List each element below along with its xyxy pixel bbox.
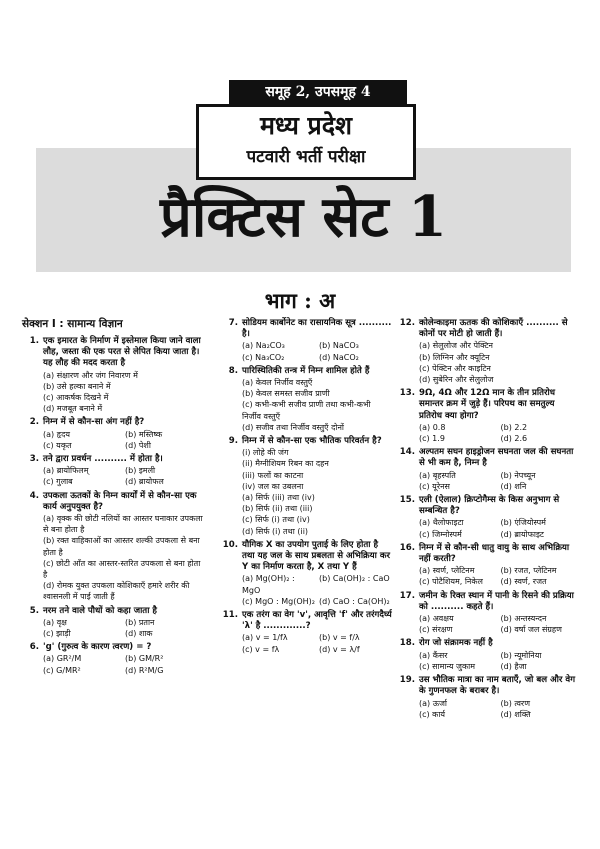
option: (a) सिर्फ (iii) तथा (iv) <box>242 493 315 503</box>
practice-set-title: प्रैक्टिस सेट 1 <box>159 184 447 250</box>
option: (b) v = f/λ <box>319 633 360 643</box>
question-body <box>419 495 578 540</box>
options-list <box>242 492 392 537</box>
option: (d) शाक <box>125 629 153 639</box>
exam-title-line2: पटवारी भर्ती परीक्षा <box>246 147 366 167</box>
options-list <box>419 650 578 672</box>
option: (d) 2.6 <box>500 434 528 444</box>
option: (a) GR²/M <box>43 654 82 664</box>
option: (a) ब्रायोफिलम् <box>43 466 89 476</box>
option: (a) अवक्षय <box>419 614 454 624</box>
option: (d) शक्ति <box>500 709 531 719</box>
option: (d) CaO : Ca(OH)₂ <box>319 596 390 606</box>
option: (a) सेलुलोज और पेक्टिन <box>419 341 493 351</box>
options-list <box>43 429 203 451</box>
question-text: अल्पतम सघन हाइड्रोजन सघनता जल की सघनता से भी कम है, निम्न है <box>419 447 574 469</box>
question-item <box>22 606 203 640</box>
question-item <box>398 591 578 636</box>
question-item <box>398 675 578 720</box>
option: (a) केवल निर्जीव वस्तुएँ <box>242 378 313 388</box>
option: (c) छोटी आँत का आस्तर-स्तरित उपकला से बना होता है <box>43 558 201 580</box>
option: (b) नेपच्यून <box>500 470 536 480</box>
option: (d) पेशी <box>125 440 151 450</box>
option: (c) पेक्टिन और काइटिन <box>419 363 491 373</box>
option: (b) NaCO₃ <box>319 341 359 351</box>
question-text: निम्न में से कौन-सा अंग नहीं है? <box>43 417 145 428</box>
question-number: 14. <box>399 447 415 458</box>
question-body <box>242 610 392 655</box>
option: (d) हैजा <box>500 661 527 671</box>
options-list <box>419 470 578 492</box>
option: (b) केवल समस्त सजीव प्राणी <box>242 389 330 399</box>
options-list <box>419 340 578 385</box>
question-item <box>221 366 392 433</box>
option: (b) Ca(OH)₂ : CaO <box>319 574 390 584</box>
option: (a) हृदय <box>43 429 70 439</box>
option: (b) एंजियोस्पर्म <box>500 518 546 528</box>
question-body <box>242 366 392 433</box>
options-list <box>242 632 392 654</box>
option: (c) सामान्य जुकाम <box>419 661 475 671</box>
option: (d) रोमक युक्त उपकला कोशिकाएँ हमारे शरीर की श्वासनली में पाई जाती हैं <box>43 581 190 602</box>
option: (d) v = λ/f <box>319 644 360 654</box>
options-list <box>419 517 578 539</box>
options-list <box>43 617 203 639</box>
question-item <box>398 318 578 385</box>
question-number: 5. <box>29 605 39 616</box>
question-body <box>43 417 203 451</box>
option: (c) कभी-कभी सजीव प्राणी तथा कभी-कभी निर्जीव वस्तुएँ <box>242 400 371 421</box>
option: (a) Mg(OH)₂ : MgO <box>242 574 295 595</box>
column-1 <box>22 318 203 679</box>
options-list <box>43 370 203 415</box>
question-number: 19. <box>399 675 415 686</box>
option: (b) GM/R² <box>125 654 164 664</box>
statement-item: (i) लोहे की जंग <box>242 448 289 458</box>
question-body <box>43 606 203 640</box>
option: (c) पोटैशियम, निकेल <box>419 577 483 587</box>
question-text: एक तरंग का वेग 'v', आवृत्ति 'f' और तरंगदैर्घ्य 'λ' है .............? <box>242 610 392 632</box>
question-number: 10. <box>222 539 238 550</box>
options-list <box>242 377 392 433</box>
options-list <box>419 698 578 720</box>
option: (b) 2.2 <box>500 422 528 432</box>
option: (d) R²M/G <box>125 665 164 675</box>
question-body <box>419 591 578 636</box>
question-number: 15. <box>399 495 415 506</box>
option: (c) आकर्षक दिखने में <box>43 393 109 403</box>
question-number: 6. <box>29 642 39 653</box>
question-text: पारिस्थितिकी तन्त्र में निम्न शामिल होते हैं <box>242 365 370 376</box>
option: (d) वर्षा जल संग्रहण <box>500 625 562 635</box>
question-number: 1. <box>29 336 39 346</box>
question-body <box>419 675 578 720</box>
question-text: उस भौतिक मात्रा का नाम बताएँ, जो बल और वेग के गुणनफल के बराबर है। <box>419 675 576 697</box>
question-text: 9Ω, 4Ω और 12Ω मान के तीन प्रतिरोध समान्तर क्रम में जुड़े हैं। परिपथ का समतुल्य प्रतिरोध क्या होगा? <box>419 388 556 421</box>
question-body <box>242 540 392 607</box>
question-item <box>221 540 392 607</box>
option: (c) झाड़ी <box>43 629 71 639</box>
option: (b) मस्तिष्क <box>125 429 163 439</box>
option: (b) त्वरण <box>500 698 530 708</box>
options-list <box>242 340 392 362</box>
question-body <box>419 638 578 672</box>
question-text: रोग जो संक्रामक नहीं है <box>419 638 493 649</box>
option: (a) स्वर्ण, प्लेटिनम <box>419 566 475 576</box>
statement-item: (iv) जल का उबलना <box>242 481 304 491</box>
option: (b) उसे हल्का बनाने में <box>43 381 111 391</box>
option: (a) Na₂CO₃ <box>242 341 285 351</box>
option: (b) लिग्निन और क्यूटिन <box>419 352 490 362</box>
question-item <box>22 417 203 451</box>
option: (c) जिम्नोस्पर्म <box>419 529 462 539</box>
option: (a) थैलोफाइटा <box>419 518 464 528</box>
option: (d) ब्रायोफल <box>125 477 164 487</box>
option: (c) G/MR² <box>43 665 81 675</box>
question-number: 7. <box>228 318 238 328</box>
options-list <box>43 513 203 603</box>
question-number: 4. <box>29 490 39 501</box>
question-item <box>398 388 578 444</box>
option: (c) संरक्षण <box>419 625 453 635</box>
option: (b) इमली <box>125 466 156 476</box>
column-3 <box>398 318 578 723</box>
question-number: 8. <box>228 365 238 376</box>
question-number: 13. <box>399 388 415 399</box>
options-list <box>419 422 578 444</box>
question-number: 12. <box>399 318 415 328</box>
question-text: निम्न में से कौन-सी धातु वायु के साथ अभिक्रिया नहीं करती? <box>419 542 570 565</box>
question-item <box>22 491 203 603</box>
question-item <box>221 436 392 537</box>
question-item <box>22 642 203 676</box>
question-number: 2. <box>29 417 39 428</box>
question-text: नरम तने वाले पौधों को कहा जाता है <box>43 605 157 616</box>
option: (d) शनि <box>500 481 527 491</box>
option: (b) न्यूमोनिया <box>500 650 542 660</box>
option: (a) ऊर्जा <box>419 698 447 708</box>
option: (a) बृहस्पति <box>419 470 456 480</box>
question-text: एक इमारत के निर्माण में इस्तेमाल किया जाने वाला लौह, जस्ता की एक परत से लेपित किया जाता है। यह लौह की मदद करता है <box>43 336 201 369</box>
option: (c) यूरेनस <box>419 481 450 491</box>
option: (d) मजबूत बनाने में <box>43 404 103 414</box>
option: (d) स्वर्ण, रजत <box>500 577 547 587</box>
column-2 <box>221 318 392 658</box>
option: (c) Na₃CO₂ <box>242 352 285 362</box>
question-text: सोडियम कार्बोनेट का रासायनिक सूत्र .......... है। <box>242 318 392 340</box>
options-list <box>43 653 203 675</box>
group-tag: समूह 2, उपसमूह 4 <box>229 80 407 104</box>
option: (a) 0.8 <box>419 422 446 432</box>
question-text: 'g' (गुरुत्व के कारण त्वरण) = ? <box>43 642 152 653</box>
option: (c) MgO : Mg(OH)₂ <box>242 596 315 606</box>
question-text: जमीन के रिक्त स्थान में पानी के रिसने की प्रक्रिया को .......... कहते हैं। <box>419 590 574 612</box>
option: (c) कार्य <box>419 709 446 719</box>
option: (d) NaCO₂ <box>319 352 359 362</box>
exam-title-line1: मध्य प्रदेश <box>259 111 353 140</box>
options-list <box>419 565 578 587</box>
statement-item: (iii) फलों का काटना <box>242 470 304 480</box>
question-body <box>242 436 392 537</box>
question-body <box>43 336 203 414</box>
part-heading: भाग : अ <box>264 288 336 313</box>
question-item <box>398 495 578 540</box>
question-text: निम्न में से कौन-सा एक भौतिक परिवर्तन है? <box>242 436 382 447</box>
question-item <box>221 610 392 655</box>
question-text: यौगिक X का उपयोग पुताई के लिए होता है तथा यह जल के साथ प्रबलता से अभिक्रिया कर Y का निर्माण करता है, X तथा Y हैं <box>242 539 390 573</box>
option: (c) v = fλ <box>242 644 280 654</box>
question-item <box>22 336 203 414</box>
option: (c) सिर्फ (i) तथा (iv) <box>242 515 310 525</box>
option: (b) रक्त वाहिकाओं का आस्तर शल्की उपकला से बना होता है <box>43 536 200 557</box>
option: (b) सिर्फ (ii) तथा (iii) <box>242 504 313 514</box>
options-list <box>419 613 578 635</box>
option: (a) वृक्ष <box>43 617 67 627</box>
question-item <box>398 543 578 588</box>
question-body <box>43 454 203 488</box>
question-text: कोलेन्काइमा ऊतक की कोशिकाएँ .......... से कोनों पर मोटी हो जाती हैं। <box>419 318 568 340</box>
question-item <box>398 638 578 672</box>
question-body <box>419 543 578 588</box>
question-item <box>398 447 578 492</box>
option: (d) सिर्फ (i) तथा (ii) <box>242 526 309 536</box>
option: (c) गुलाब <box>43 477 73 487</box>
options-list <box>43 465 203 487</box>
option: (b) प्रतान <box>125 617 155 627</box>
question-number: 18. <box>399 638 415 649</box>
exam-title-box <box>196 104 416 180</box>
question-text: एली (ऐलाल) क्रिप्टोगैम्स के किस अनुभाग से सम्बन्धित है? <box>419 495 560 517</box>
question-text: उपकला ऊतकों के निम्न कार्यों में से कौन-सा एक कार्य अनुपयुक्त है? <box>43 490 197 512</box>
question-body <box>419 447 578 492</box>
question-item <box>221 318 392 363</box>
option: (a) संक्षारण और जंग निवारण में <box>43 370 138 380</box>
option: (c) यकृत <box>43 440 72 450</box>
question-body <box>242 318 392 363</box>
options-list <box>242 573 392 607</box>
question-text: तने द्वारा प्रवर्धन .......... में होता है। <box>43 454 163 465</box>
question-number: 9. <box>228 436 238 447</box>
option: (d) सुबेरिन और सेलुलोज <box>419 375 494 385</box>
question-body <box>43 642 203 676</box>
option: (c) 1.9 <box>419 434 445 444</box>
question-number: 3. <box>29 454 39 465</box>
question-body <box>419 318 578 385</box>
option: (a) कैंसर <box>419 650 448 660</box>
question-number: 17. <box>399 590 415 601</box>
option: (b) रजत, प्लेटिनम <box>500 566 557 576</box>
question-body <box>43 491 203 603</box>
option: (d) ब्रायोफाइट <box>500 529 544 539</box>
option: (a) v = 1/fλ <box>242 633 288 643</box>
statement-list <box>242 447 392 492</box>
question-body <box>419 388 578 444</box>
question-number: 11. <box>222 610 238 621</box>
option: (d) सजीव तथा निर्जीव वस्तुएँ दोनों <box>242 422 344 432</box>
statement-item: (ii) मैग्नीशियम रिबन का दहन <box>242 459 329 469</box>
question-item <box>22 454 203 488</box>
option: (b) अन्तस्यन्दन <box>500 614 547 624</box>
option: (a) वृक्क की छोटी नलियों का आस्तर घनाकार उपकला से बना होता है <box>43 514 203 535</box>
section-title: सेक्शन I : सामान्य विज्ञान <box>22 318 123 330</box>
question-number: 16. <box>399 542 415 553</box>
